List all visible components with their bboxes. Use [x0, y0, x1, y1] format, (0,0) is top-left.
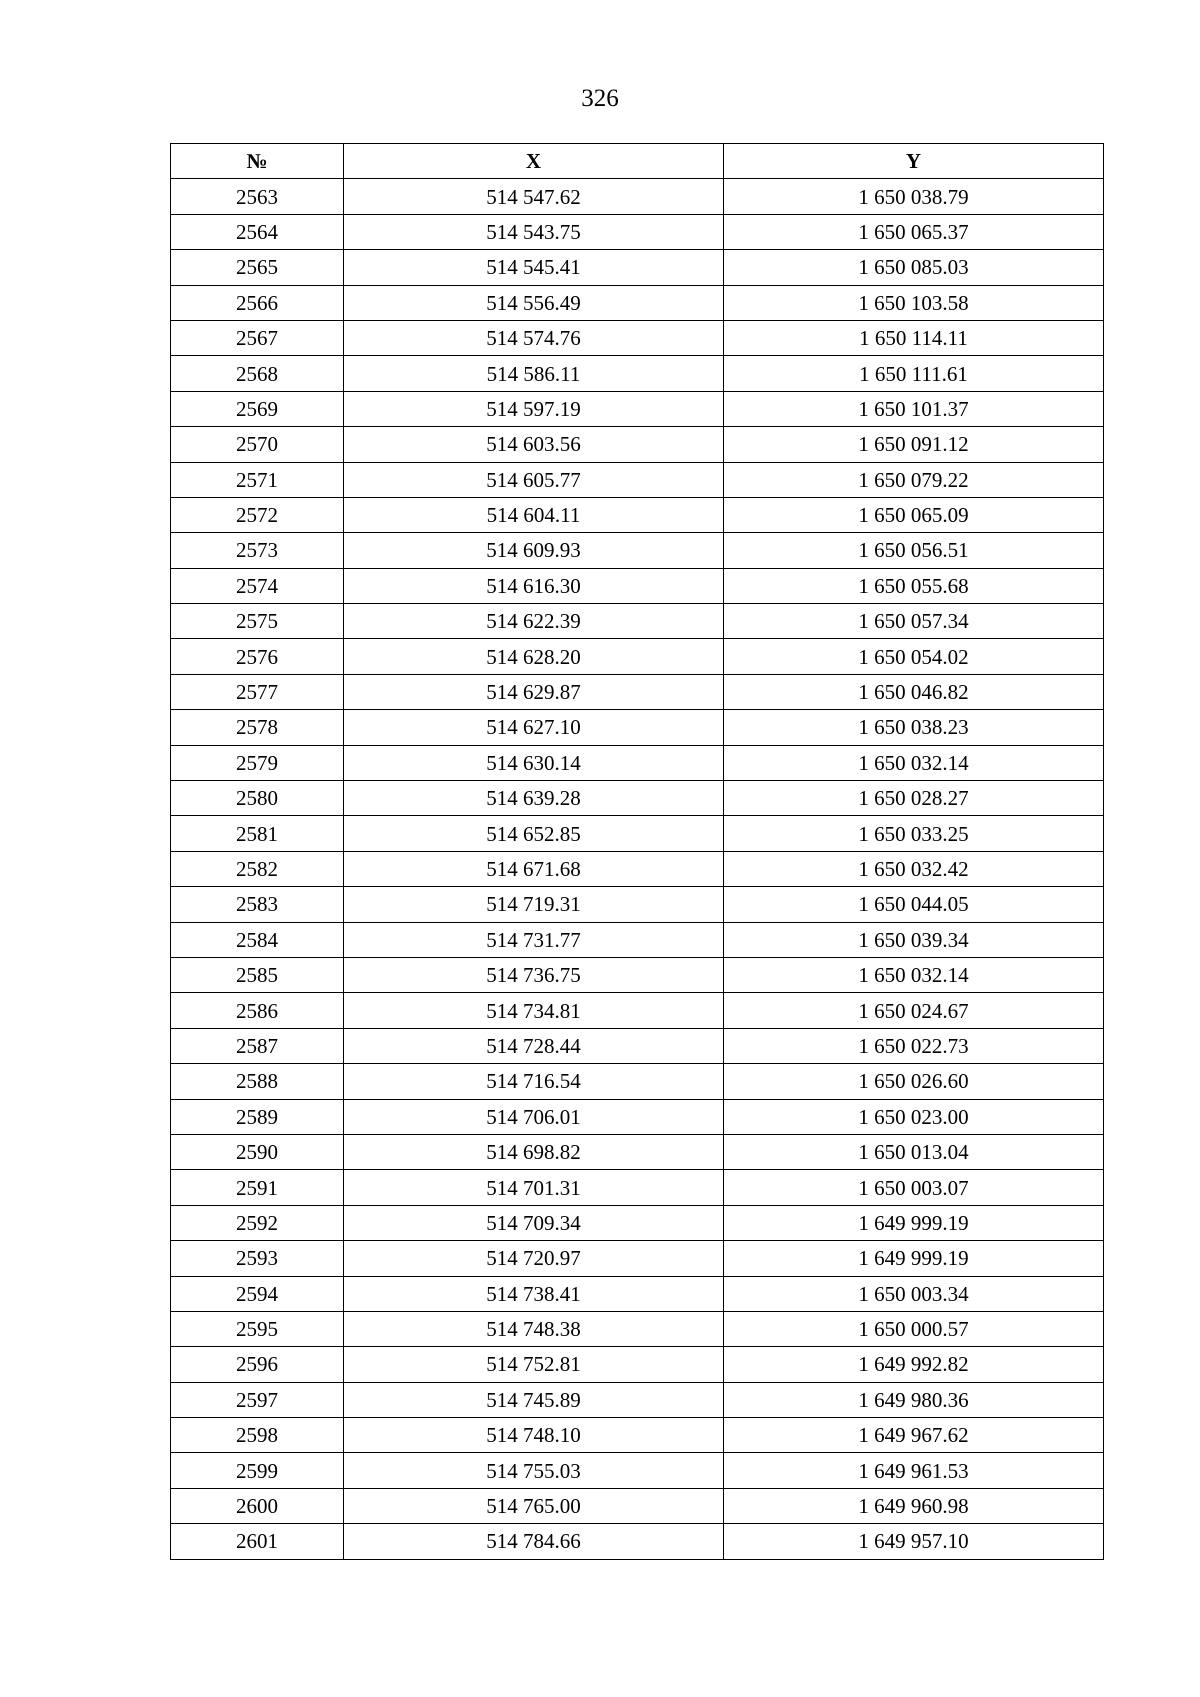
table-row: [171, 1134, 1104, 1169]
column-header-x: X: [344, 144, 724, 179]
cell-y: 1 650 101.37: [724, 391, 1104, 426]
cell-x: 514 609.93: [344, 533, 724, 568]
cell-y: 1 649 980.36: [724, 1382, 1104, 1417]
table-body: [171, 179, 1104, 1559]
cell-y: 1 650 013.04: [724, 1134, 1104, 1169]
cell-y: 1 650 038.79: [724, 179, 1104, 214]
cell-y: 1 650 032.42: [724, 851, 1104, 886]
cell-x: 514 630.14: [344, 745, 724, 780]
table-row: [171, 1418, 1104, 1453]
cell-x: 514 745.89: [344, 1382, 724, 1417]
cell-y: 1 650 091.12: [724, 427, 1104, 462]
table-row: [171, 1524, 1104, 1559]
cell-y: 1 650 085.03: [724, 250, 1104, 285]
table-row: [171, 568, 1104, 603]
cell-y: 1 649 999.19: [724, 1205, 1104, 1240]
cell-x: 514 627.10: [344, 710, 724, 745]
cell-number: 2574: [171, 568, 344, 603]
cell-number: 2591: [171, 1170, 344, 1205]
column-header-number: №: [171, 144, 344, 179]
cell-number: 2571: [171, 462, 344, 497]
cell-x: 514 709.34: [344, 1205, 724, 1240]
cell-number: 2597: [171, 1382, 344, 1417]
cell-number: 2567: [171, 320, 344, 355]
table-row: [171, 1205, 1104, 1240]
cell-y: 1 650 103.58: [724, 285, 1104, 320]
cell-x: 514 639.28: [344, 781, 724, 816]
cell-y: 1 650 046.82: [724, 674, 1104, 709]
cell-number: 2596: [171, 1347, 344, 1382]
cell-y: 1 650 033.25: [724, 816, 1104, 851]
cell-x: 514 603.56: [344, 427, 724, 462]
page-number: 326: [581, 85, 619, 112]
cell-y: 1 650 044.05: [724, 887, 1104, 922]
cell-x: 514 719.31: [344, 887, 724, 922]
cell-number: 2569: [171, 391, 344, 426]
cell-x: 514 748.10: [344, 1418, 724, 1453]
cell-x: 514 605.77: [344, 462, 724, 497]
table-row: [171, 179, 1104, 214]
cell-number: 2600: [171, 1488, 344, 1523]
cell-number: 2601: [171, 1524, 344, 1559]
table-row: [171, 1241, 1104, 1276]
table-row: [171, 391, 1104, 426]
cell-number: 2577: [171, 674, 344, 709]
cell-x: 514 765.00: [344, 1488, 724, 1523]
cell-y: 1 649 967.62: [724, 1418, 1104, 1453]
cell-number: 2589: [171, 1099, 344, 1134]
cell-number: 2594: [171, 1276, 344, 1311]
table-row: [171, 1276, 1104, 1311]
cell-x: 514 731.77: [344, 922, 724, 957]
cell-number: 2566: [171, 285, 344, 320]
cell-y: 1 650 003.07: [724, 1170, 1104, 1205]
cell-x: 514 734.81: [344, 993, 724, 1028]
cell-y: 1 650 056.51: [724, 533, 1104, 568]
cell-number: 2583: [171, 887, 344, 922]
table-row: [171, 1170, 1104, 1205]
cell-number: 2568: [171, 356, 344, 391]
table-row: [171, 1453, 1104, 1488]
cell-number: 2582: [171, 851, 344, 886]
table-row: [171, 781, 1104, 816]
cell-number: 2584: [171, 922, 344, 957]
cell-y: 1 650 022.73: [724, 1028, 1104, 1063]
cell-number: 2575: [171, 604, 344, 639]
cell-y: 1 650 057.34: [724, 604, 1104, 639]
cell-x: 514 671.68: [344, 851, 724, 886]
cell-number: 2599: [171, 1453, 344, 1488]
table-row: [171, 356, 1104, 391]
cell-y: 1 649 961.53: [724, 1453, 1104, 1488]
table-row: [171, 214, 1104, 249]
cell-x: 514 752.81: [344, 1347, 724, 1382]
table-row: [171, 497, 1104, 532]
cell-x: 514 720.97: [344, 1241, 724, 1276]
cell-number: 2581: [171, 816, 344, 851]
cell-x: 514 547.62: [344, 179, 724, 214]
column-header-y: Y: [724, 144, 1104, 179]
table-row: [171, 1311, 1104, 1346]
table-row: [171, 1488, 1104, 1523]
cell-x: 514 706.01: [344, 1099, 724, 1134]
cell-x: 514 574.76: [344, 320, 724, 355]
cell-x: 514 784.66: [344, 1524, 724, 1559]
cell-y: 1 650 024.67: [724, 993, 1104, 1028]
cell-number: 2580: [171, 781, 344, 816]
table-row: [171, 1028, 1104, 1063]
cell-x: 514 755.03: [344, 1453, 724, 1488]
cell-number: 2564: [171, 214, 344, 249]
cell-x: 514 616.30: [344, 568, 724, 603]
cell-number: 2585: [171, 957, 344, 992]
cell-x: 514 748.38: [344, 1311, 724, 1346]
cell-y: 1 650 032.14: [724, 745, 1104, 780]
table-row: [171, 285, 1104, 320]
cell-y: 1 650 055.68: [724, 568, 1104, 603]
cell-number: 2593: [171, 1241, 344, 1276]
cell-number: 2565: [171, 250, 344, 285]
table-row: [171, 1347, 1104, 1382]
cell-x: 514 701.31: [344, 1170, 724, 1205]
cell-y: 1 650 032.14: [724, 957, 1104, 992]
cell-y: 1 650 065.09: [724, 497, 1104, 532]
cell-x: 514 597.19: [344, 391, 724, 426]
table-row: [171, 674, 1104, 709]
table-row: [171, 1064, 1104, 1099]
table-row: [171, 320, 1104, 355]
table-row: [171, 427, 1104, 462]
cell-x: 514 556.49: [344, 285, 724, 320]
table-row: [171, 710, 1104, 745]
table-row: [171, 250, 1104, 285]
cell-number: 2578: [171, 710, 344, 745]
table-row: [171, 851, 1104, 886]
cell-y: 1 650 003.34: [724, 1276, 1104, 1311]
table-row: [171, 639, 1104, 674]
cell-y: 1 650 026.60: [724, 1064, 1104, 1099]
cell-y: 1 650 054.02: [724, 639, 1104, 674]
cell-number: 2563: [171, 179, 344, 214]
cell-number: 2579: [171, 745, 344, 780]
table-row: [171, 816, 1104, 851]
cell-y: 1 650 000.57: [724, 1311, 1104, 1346]
table-row: [171, 1099, 1104, 1134]
cell-x: 514 604.11: [344, 497, 724, 532]
cell-x: 514 628.20: [344, 639, 724, 674]
table-row: [171, 887, 1104, 922]
cell-x: 514 586.11: [344, 356, 724, 391]
cell-y: 1 650 114.11: [724, 320, 1104, 355]
cell-y: 1 649 957.10: [724, 1524, 1104, 1559]
cell-number: 2576: [171, 639, 344, 674]
cell-number: 2588: [171, 1064, 344, 1099]
cell-x: 514 622.39: [344, 604, 724, 639]
cell-number: 2587: [171, 1028, 344, 1063]
cell-number: 2586: [171, 993, 344, 1028]
table-row: [171, 993, 1104, 1028]
cell-x: 514 716.54: [344, 1064, 724, 1099]
cell-number: 2595: [171, 1311, 344, 1346]
cell-y: 1 650 111.61: [724, 356, 1104, 391]
cell-number: 2573: [171, 533, 344, 568]
cell-x: 514 698.82: [344, 1134, 724, 1169]
cell-number: 2590: [171, 1134, 344, 1169]
table-row: [171, 922, 1104, 957]
cell-y: 1 649 960.98: [724, 1488, 1104, 1523]
table-row: [171, 745, 1104, 780]
cell-x: 514 728.44: [344, 1028, 724, 1063]
table-row: [171, 462, 1104, 497]
table-row: [171, 957, 1104, 992]
cell-y: 1 649 992.82: [724, 1347, 1104, 1382]
cell-y: 1 650 023.00: [724, 1099, 1104, 1134]
coordinates-table: [170, 143, 1104, 1560]
cell-y: 1 650 039.34: [724, 922, 1104, 957]
cell-x: 514 543.75: [344, 214, 724, 249]
table-row: [171, 533, 1104, 568]
cell-x: 514 545.41: [344, 250, 724, 285]
cell-x: 514 652.85: [344, 816, 724, 851]
table-row: [171, 1382, 1104, 1417]
cell-y: 1 650 065.37: [724, 214, 1104, 249]
cell-y: 1 650 028.27: [724, 781, 1104, 816]
cell-x: 514 629.87: [344, 674, 724, 709]
cell-number: 2598: [171, 1418, 344, 1453]
cell-y: 1 649 999.19: [724, 1241, 1104, 1276]
cell-y: 1 650 038.23: [724, 710, 1104, 745]
cell-number: 2570: [171, 427, 344, 462]
table-row: [171, 604, 1104, 639]
cell-y: 1 650 079.22: [724, 462, 1104, 497]
cell-number: 2572: [171, 497, 344, 532]
cell-x: 514 736.75: [344, 957, 724, 992]
cell-number: 2592: [171, 1205, 344, 1240]
table-header-row: [171, 144, 1104, 179]
cell-x: 514 738.41: [344, 1276, 724, 1311]
